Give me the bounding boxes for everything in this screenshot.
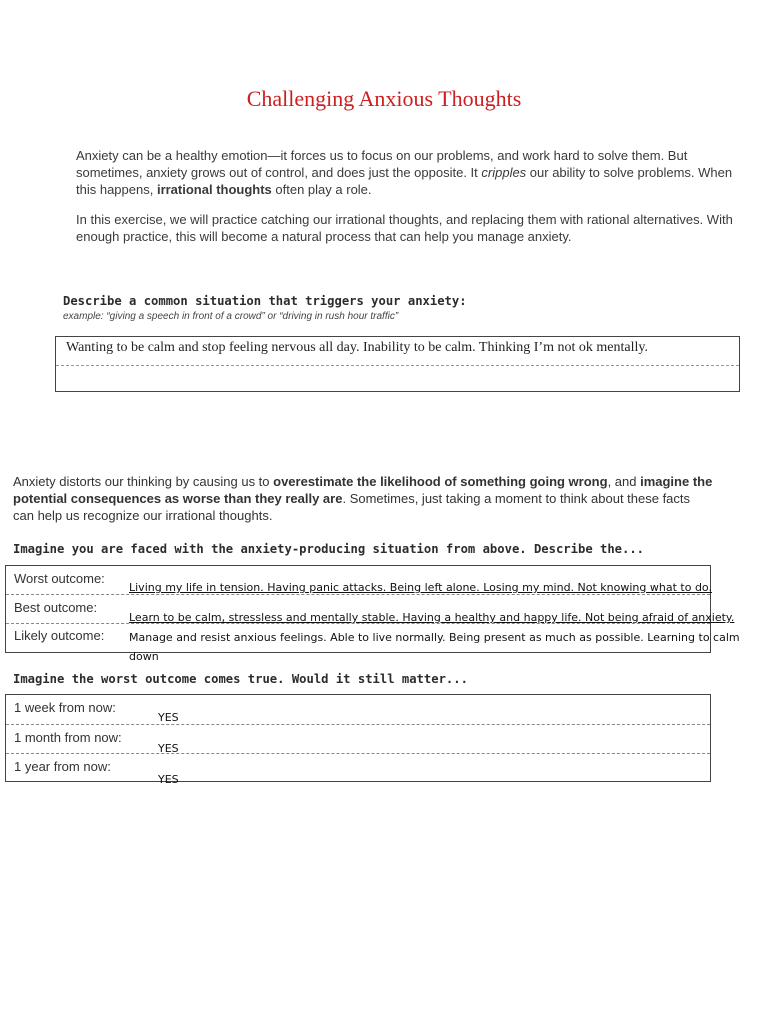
intro-italic: cripples [481,165,527,180]
worst-outcome-answer[interactable]: Living my life in tension. Having panic attacks. Being left alone. Losing my mind. Not knowing what to do. [129,581,712,594]
intro-text: often play a role. [271,182,372,197]
intro-paragraph-1 [76,147,736,198]
likely-outcome-label: Likely outcome: [14,628,105,643]
matter-heading: Imagine the worst outcome comes true. Would it still matter... [13,672,468,686]
one-week-answer[interactable]: YES [158,711,179,724]
divider [56,365,739,366]
worst-outcome-label: Worst outcome: [14,571,105,586]
likely-outcome-answer[interactable]: Manage and resist anxious feelings. Able to live normally. Being present as much as possible. Learning to calm down [129,631,740,663]
one-year-answer[interactable]: YES [158,773,179,786]
divider [6,753,710,754]
one-week-label: 1 week from now: [14,700,116,715]
best-outcome-label: Best outcome: [14,600,98,615]
situation-answer[interactable]: Wanting to be calm and stop feeling nervous all day. Inability to be calm. Thinking I’m not ok mentally. [66,340,648,355]
distort-bold: imagine the potential consequences as worse than they really are [13,474,713,506]
distort-text: . Sometimes, just taking a moment to think about these facts can help us recognize our irrational thoughts. [13,491,691,523]
situation-answer-box[interactable] [55,336,740,392]
best-outcome-answer[interactable]: Learn to be calm, stressless and mentally stable. Having a healthy and happy life. Not being afraid of anxiety. [129,611,735,624]
worksheet-title: Challenging Anxious Thoughts [246,86,522,111]
intro-paragraph-2: In this exercise, we will practice catching our irrational thoughts, and replacing them with rational alternatives. With enough practice, this will become a natural process that can help you manage anxiety. [76,212,733,244]
situation-example: example: “giving a speech in front of a crowd” or “driving in rush hour traffic” [63,311,399,322]
one-year-label: 1 year from now: [14,759,111,774]
one-month-label: 1 month from now: [14,730,122,745]
distort-text: Anxiety distorts our thinking by causing us to [13,474,274,489]
intro-text: Anxiety can be a healthy emotion—it forces us to focus on our problems, and work hard to solve them. But sometimes, anxiety grows out of control, and does just the opposite. It [76,148,688,180]
divider [6,594,710,595]
intro-bold: irrational thoughts [156,182,272,197]
distort-paragraph [13,473,713,524]
outcomes-heading: Imagine you are faced with the anxiety-producing situation from above. Describe the... [13,542,645,556]
one-month-answer[interactable]: YES [158,742,179,755]
matter-box [5,694,711,782]
intro-text: our ability to solve problems. When this happens, [76,165,733,197]
distort-bold: overestimate the likelihood of something going wrong [273,474,608,489]
distort-text: , and [607,474,641,489]
divider [6,724,710,725]
situation-heading: Describe a common situation that triggers your anxiety: [63,294,467,308]
